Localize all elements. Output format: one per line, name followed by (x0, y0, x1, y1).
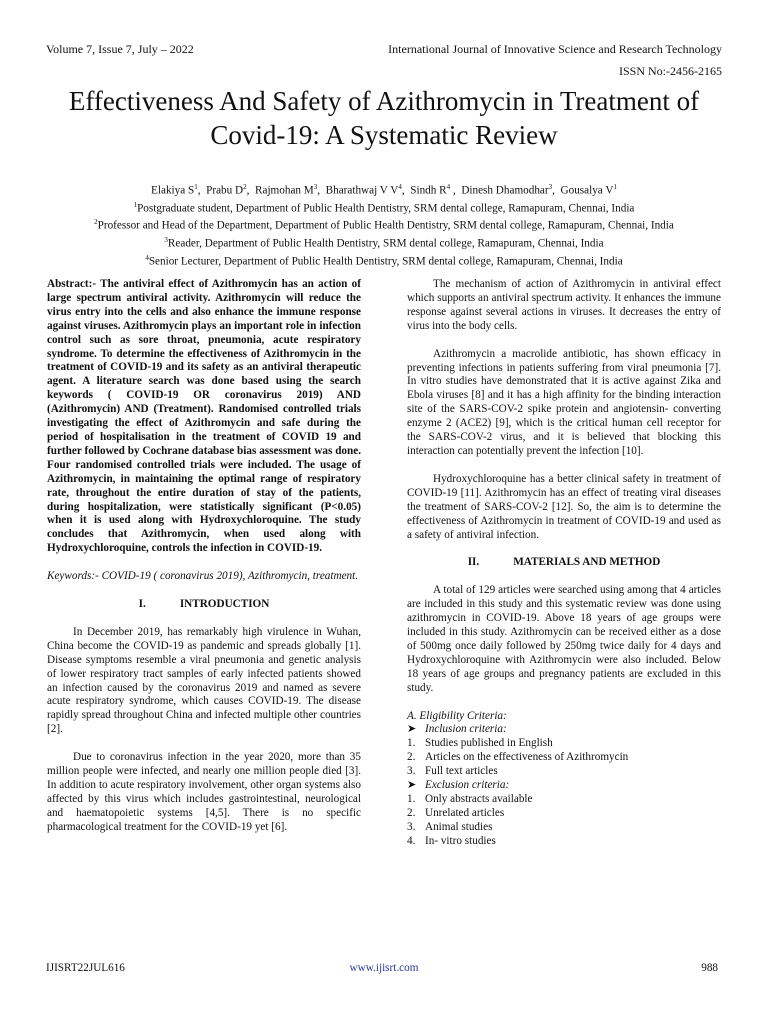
author-name: Rajmohan M (255, 184, 314, 197)
list-item (407, 835, 721, 849)
author-sup: 3 (548, 183, 553, 191)
exclusion-heading: Exclusion criteria: (425, 779, 510, 792)
paper-title: Effectiveness And Safety of Azithromycin in Treatment of Covid-19: A Systematic Review (68, 86, 700, 150)
list-number: 2. (407, 806, 416, 819)
list-number: 2. (407, 751, 416, 764)
intro-paragraph: In December 2019, has remarkably high virulence in Wuhan, China become the COVID-19 as pandemic and spreads globally [1]. Disease symptoms resemble a viral pneumonia and genetic analysis of lower respiratory tract samples of early infected patients showed an infection caused by the coronavirus 2019 and named as severe acute respiratory syndrome, which causes COVID-19. The disease rapidly spread throughout China and infected multiple other countries [2]. (47, 625, 361, 736)
eligibility-heading: A. Eligibility Criteria: (407, 709, 507, 722)
body-paragraph: Hydroxychloroquine has a better clinical safety in treatment of COVID-19 [11]. Azithromycin has an effect of treating viral diseases the treatment of SARS-COV-2 [12]. So, the aim is to determine the effectiveness of Azithromycin in treatment of COVID-19 and used as a safety of antiviral infection. (407, 472, 721, 541)
criteria-list (407, 723, 721, 848)
list-item (407, 779, 721, 793)
author-name: Dinesh Dhamodhar (461, 184, 549, 197)
keywords: Keywords:- COVID-19 ( coronavirus 2019), Azithromycin, treatment. (47, 570, 359, 583)
list-number: 3. (407, 820, 416, 833)
abstract: Abstract:- The antiviral effect of Azithromycin has an action of large spectrum antiviral activity. Azithromycin will reduce the virus entry into the cells and also enhance the immune response against viruses. Azithromycin plays an important role in infection control such as sore throat, pneumonia, acute respiratory syndrome. To determine the effectiveness of Azithromycin in the treatment of COVID-19 and its safety as an antiviral therapeutic agent. A literature search was done based using the search keywords ( COVID-19 OR coronavirus 2019) AND (Azithromycin) AND (Treatment). Randomised controlled trials investigating the effect of Azithromycin and safe during the period of hospitalisation in the treatment of COVID 19 and further followed by Cochrane database bias assessment was done. Four randomised controlled trials were included. The usage of Azithromycin, in maintaining the optimal range of respiratory rate, throughout the entire duration of stay of the patients, during hospitalization, were statistically significant (P<0.05) when it is used along with Hydroxychloroquine. The study concludes that Azithromycin, when used along with Hydroxychloroquine, controls the infection in COVID-19. (47, 278, 361, 555)
list-item (407, 807, 721, 821)
affiliation (30, 198, 738, 216)
author-sup: 1 (194, 183, 198, 191)
affiliation (30, 215, 738, 233)
author-name: Bharathwaj V V (325, 184, 399, 197)
list-item (407, 751, 721, 765)
section-heading-introduction (47, 598, 361, 612)
affiliation-text: Postgraduate student, Department of Public Health Dentistry, SRM dental college, Ramapuram, Chennai, India (137, 202, 635, 215)
author-sup: 4 (446, 183, 451, 191)
list-item (407, 793, 721, 807)
author-sup: 3 (313, 183, 318, 191)
list-number: 1. (407, 793, 416, 805)
affiliation-sup: 4 (145, 253, 149, 262)
footer-paper-id: IJISRT22JUL616 (46, 962, 125, 974)
author-sup: 4 (398, 183, 402, 191)
list-number: 1. (407, 737, 416, 750)
section-title: INTRODUCTION (179, 598, 270, 611)
methods-paragraph: A total of 129 articles were searched using among that 4 articles are included in this study and this systematic review was done using azithromycin in COVID-19. Above 18 years of age groups were included in this study. Azithromycin can be received either as a dose of 500mg once daily followed by 250mg twice daily for 4 days and Hydroxychloroquine with Azithromycin were also included. Below 18 years of age groups and pregnancy patients are excluded in this study. (407, 584, 721, 694)
body-paragraph: The mechanism of action of Azithromycin in antiviral effect which supports an antiviral spectrum activity. It enhances the immune response against several actions in viruses. It decreases the entry of virus into the body cells. (407, 278, 721, 332)
author-name: Sindh R (410, 184, 447, 197)
list-item (407, 821, 721, 835)
inclusion-heading: Inclusion criteria: (425, 723, 507, 736)
left-column (47, 278, 361, 835)
affiliation-text: Senior Lecturer, Department of Public Health Dentistry, SRM dental college, Ramapuram, Chennai, India (148, 255, 623, 268)
affiliation-text: Professor and Head of the Department, Department of Public Health Dentistry, SRM dental college, Ramapuram, Chennai, India (97, 220, 674, 233)
intro-paragraph: Due to coronavirus infection in the year 2020, more than 35 million people were infected, and nearly one million people died [3]. In addition to acute respiratory involvement, other organ systems also affected by this virus which includes gastrointestinal, neurological and haematopoietic systems [4,5]. There is no specific pharmacological treatment for the COVID-19 yet [6]. (47, 751, 361, 833)
list-item-text: Studies published in English (425, 737, 553, 750)
arrow-bullet-icon: ➤ (407, 779, 417, 792)
footer-page-number: 988 (701, 962, 718, 974)
section-number: I. (138, 598, 146, 611)
author-names: Elakiya $S^1$, Prabu $D^2$, Rajmohan $M^3$, Bharathwaj V $V^4$, Sindh $R^4$ , Dinesh Dhamodhar$^3$, Gousalya $V^1$ (151, 183, 617, 197)
body-paragraph: Azithromycin a macrolide antibiotic, has shown efficacy in preventing infections in patients suffering from viral pneumonia [7]. In vitro studies have demonstrated that it is active against Zika and Ebola viruses [8] and it has a high affinity for the binding interaction site of the SARS-COV-2 spike protein and angiotensin- converting enzyme 2 (ACE2) [9], which is the critical human cell receptor for the SARS-COV-2 virus, and it is believed that blocking this interaction can potentially prevent the infection [10]. (407, 347, 721, 457)
author-sup: 2 (243, 183, 247, 191)
list-item-text: Articles on the effectiveness of Azithromycin (425, 751, 629, 764)
author-name: Gousalya V (560, 184, 614, 197)
affiliation-sup: 1 (133, 200, 138, 209)
list-item-text: Only abstracts available (425, 793, 533, 805)
section-title: MATERIALS AND METHOD (513, 556, 661, 569)
header-issn: ISSN No:-2456-2165 (618, 64, 722, 78)
author-sup: 1 (613, 183, 617, 191)
affiliation-sup: 2 (94, 218, 98, 227)
author-name: Elakiya S (151, 184, 195, 197)
list-item-text: Unrelated articles (425, 806, 505, 819)
list-item-text: In- vitro studies (425, 834, 496, 847)
list-number: 4. (407, 834, 416, 847)
header-volume: Volume 7, Issue 7, July – 2022 (46, 42, 194, 56)
section-number: II. (467, 556, 480, 569)
list-item-text: Animal studies (425, 820, 493, 833)
list-item (407, 737, 721, 751)
footer-url-link[interactable]: www.ijisrt.com (349, 962, 419, 974)
arrow-bullet-icon: ➤ (407, 723, 417, 736)
header-journal: International Journal of Innovative Science and Research Technology (388, 42, 722, 56)
affiliation-sup: 3 (164, 236, 168, 245)
affiliation (30, 251, 738, 269)
affiliation (30, 233, 738, 251)
author-name: Prabu D (206, 184, 244, 197)
list-item-text: Full text articles (425, 765, 498, 778)
right-column (407, 278, 721, 849)
list-number: 3. (407, 765, 416, 778)
list-item (407, 723, 721, 737)
list-item (407, 765, 721, 779)
affiliation-text: Reader, Department of Public Health Dentistry, SRM dental college, Ramapuram, Chennai, India (167, 237, 604, 250)
section-heading-methods (407, 556, 721, 570)
authors-block (30, 180, 738, 269)
